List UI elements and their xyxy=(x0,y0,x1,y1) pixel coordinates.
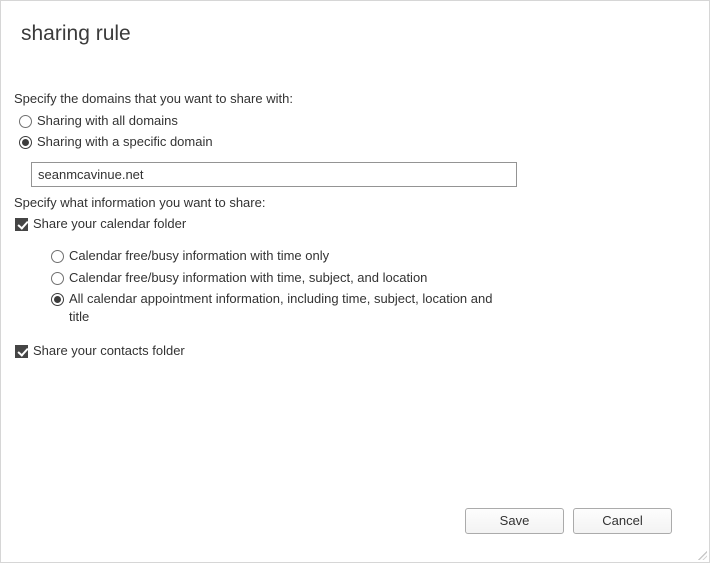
dialog-footer xyxy=(465,508,672,534)
cancel-button[interactable]: Cancel xyxy=(573,508,672,534)
radio-selected-icon[interactable] xyxy=(51,293,64,306)
radio-option-label: Sharing with a specific domain xyxy=(37,134,213,149)
domains-radio-group xyxy=(1,111,709,152)
save-button[interactable]: Save xyxy=(465,508,564,534)
checkbox-label: Share your contacts folder xyxy=(33,343,185,358)
radio-option-freebusy-time-only[interactable] xyxy=(51,246,709,266)
resize-grip-icon[interactable] xyxy=(696,549,707,560)
radio-unselected-icon[interactable] xyxy=(51,272,64,285)
share-calendar-checkbox-row[interactable] xyxy=(15,214,709,234)
radio-option-label: Sharing with all domains xyxy=(37,113,178,128)
radio-option-specific-domain[interactable] xyxy=(19,132,709,152)
radio-option-label: Calendar free/busy information with time, subject, and location xyxy=(69,270,428,285)
checkbox-label: Share your calendar folder xyxy=(33,216,187,231)
radio-option-label: All calendar appointment information, including time, subject, location and title xyxy=(69,291,493,324)
domains-section-label: Specify the domains that you want to share with: xyxy=(14,91,293,106)
checkbox-checked-icon[interactable] xyxy=(15,345,28,358)
radio-option-all-appointment-info[interactable] xyxy=(51,290,709,326)
share-contacts-checkbox-row[interactable] xyxy=(15,341,709,361)
calendar-detail-radio-group xyxy=(1,246,709,326)
radio-option-all-domains[interactable] xyxy=(19,111,709,131)
page-title: sharing rule xyxy=(21,22,131,45)
info-section-label: Specify what information you want to share: xyxy=(14,195,266,210)
radio-unselected-icon[interactable] xyxy=(19,115,32,128)
radio-selected-icon[interactable] xyxy=(19,136,32,149)
radio-option-label: Calendar free/busy information with time only xyxy=(69,248,330,263)
radio-option-freebusy-subject-location[interactable] xyxy=(51,268,709,288)
domain-input[interactable] xyxy=(31,162,517,187)
radio-unselected-icon[interactable] xyxy=(51,250,64,263)
checkbox-checked-icon[interactable] xyxy=(15,218,28,231)
